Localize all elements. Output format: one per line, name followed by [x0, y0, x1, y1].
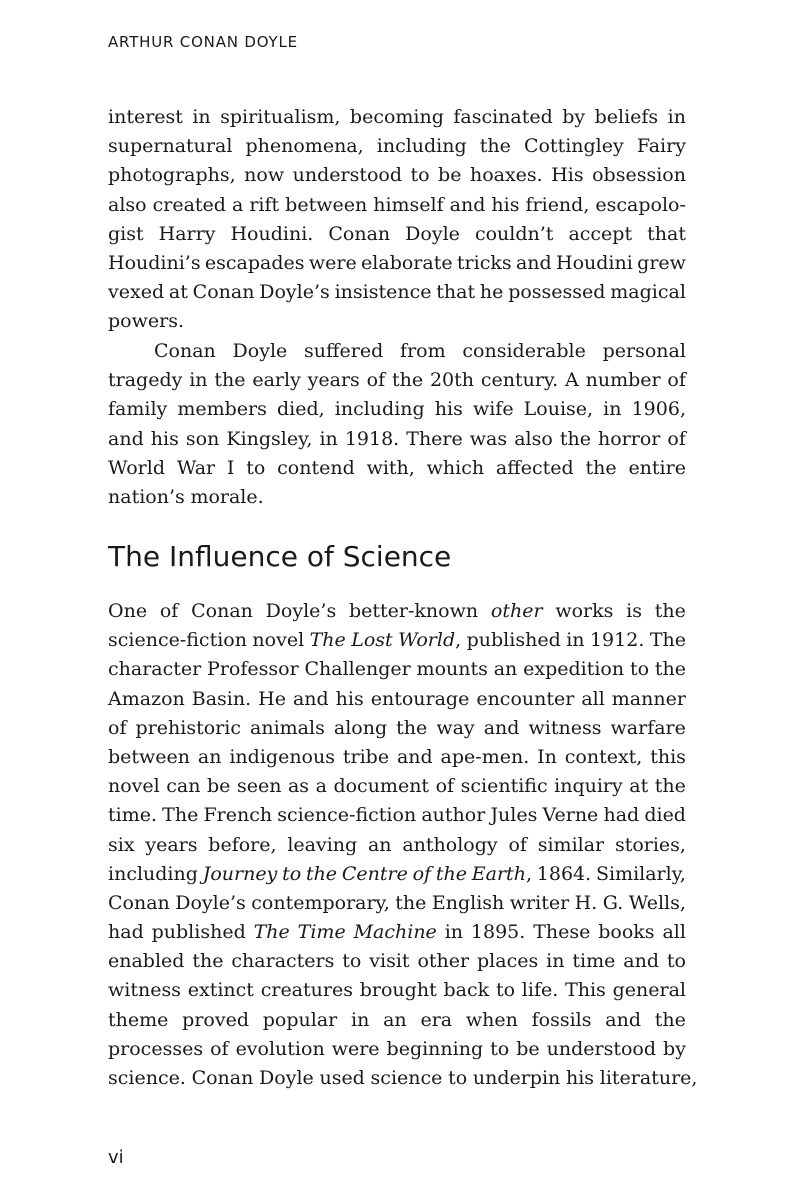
text-line: photographs, now understood to be hoaxes. His obsession [108, 164, 686, 187]
text-line: processes of evolution were beginning to be understood by [108, 1037, 686, 1060]
paragraph-influence-of-science [108, 597, 698, 1093]
text-line: time. The French science-fiction author Jules Verne had died [108, 804, 686, 827]
running-head: ARTHUR CONAN DOYLE [108, 33, 298, 51]
text-line: One of Conan Doyle’s better-known other works is the [108, 600, 686, 622]
text-line: Conan Doyle’s contemporary, the English writer H. G. Wells, [108, 891, 686, 914]
text-line: novel can be seen as a document of scientific inquiry at the [108, 775, 686, 798]
paragraph-spiritualism [108, 103, 686, 337]
text-line: powers. [108, 310, 184, 333]
text-line: nation’s morale. [108, 485, 264, 508]
text-line: Conan Doyle suffered from considerable personal [154, 340, 686, 362]
text-line: vexed at Conan Doyle’s insistence that he possessed magical [108, 281, 686, 304]
section-heading: The Influence of Science [108, 540, 452, 573]
text-line: of prehistoric animals along the way and witness warfare [108, 716, 686, 739]
text-line: tragedy in the early years of the 20th century. A number of [108, 369, 686, 392]
text-line: six years before, leaving an anthology of similar stories, [108, 833, 686, 856]
text-line: family members died, including his wife Louise, in 1906, [108, 398, 686, 421]
text-line: Houdini’s escapades were elaborate tricks and Houdini grew [108, 251, 686, 274]
paragraph-personal-tragedy [108, 337, 686, 512]
text-line: theme proved popular in an era when fossils and the [108, 1008, 686, 1031]
text-line: also created a rift between himself and his friend, escapolo- [108, 193, 686, 216]
text-line: had published The Time Machine in 1895. These books all [108, 921, 686, 944]
text-line: Amazon Basin. He and his entourage encounter all manner [108, 687, 686, 710]
text-line: supernatural phenomena, including the Cottingley Fairy [108, 135, 686, 158]
text-line: World War I to contend with, which affected the entire [108, 456, 686, 479]
text-line: and his son Kingsley, in 1918. There was also the horror of [108, 427, 686, 450]
text-line: enabled the characters to visit other places in time and to [108, 950, 686, 973]
text-line: science-fiction novel The Lost World, published in 1912. The [108, 629, 686, 652]
text-line: gist Harry Houdini. Conan Doyle couldn’t accept that [108, 222, 686, 245]
text-line: character Professor Challenger mounts an expedition to the [108, 658, 686, 681]
text-line: witness extinct creatures brought back to life. This general [108, 979, 686, 1002]
text-line: interest in spiritualism, becoming fascinated by beliefs in [108, 106, 686, 128]
page-number: vi [108, 1147, 124, 1168]
text-line: science. Conan Doyle used science to underpin his literature, [108, 1067, 698, 1089]
text-line: between an indigenous tribe and ape-men. In context, this [108, 745, 686, 768]
text-line: including Journey to the Centre of the Earth, 1864. Similarly, [108, 862, 686, 885]
